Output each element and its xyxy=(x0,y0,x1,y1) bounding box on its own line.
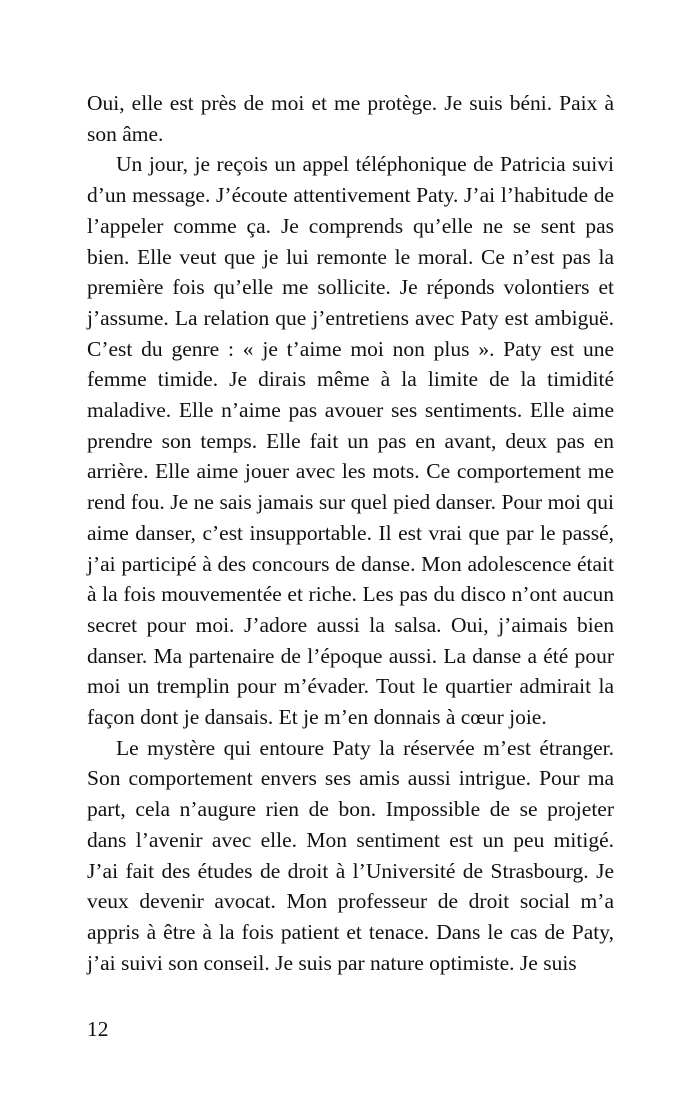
page-number: 12 xyxy=(87,1017,109,1041)
paragraph-continuation: Oui, elle est près de moi et me protège. Je suis béni. Paix à son âme. xyxy=(87,91,614,146)
body-text xyxy=(87,88,614,978)
paragraph-phone-call: Un jour, je reçois un appel téléphonique de Patricia suivi d’un message. J’écoute attentivement Paty. J’ai l’habitude de l’appeler comme ça. Je comprends qu’elle ne se sent pas bien. Elle veut que je lui remonte le moral. Ce n’est pas la première fois qu’elle me sollicite. Je réponds volontiers et j’assume. La relation que j’entretiens avec Paty est ambiguë. C’est du genre : « je t’aime moi non plus ». Paty est une femme timide. Je dirais même à la limite de la timidité maladive. Elle n’aime pas avouer ses sentiments. Elle aime prendre son temps. Elle fait un pas en avant, deux pas en arrière. Elle aime jouer avec les mots. Ce comportement me rend fou. Je ne sais jamais sur quel pied danser. Pour moi qui aime danser, c’est insupportable. Il est vrai que par le passé, j’ai participé à des concours de danse. Mon adolescence était à la fois mouvementée et riche. Les pas du disco n’ont aucun secret pour moi. J’adore aussi la salsa. Oui, j’aimais bien danser. Ma partenaire de l’époque aussi. La danse a été pour moi un tremplin pour m’évader. Tout le quartier admirait la façon dont je dansais. Et je m’en donnais à cœur joie. xyxy=(87,152,614,730)
paragraph-mystery: Le mystère qui entoure Paty la réservée m’est étranger. Son comportement envers ses amis aussi intrigue. Pour ma part, cela n’augure rien de bon. Impossible de se projeter dans l’avenir avec elle. Mon sentiment est un peu mitigé. J’ai fait des études de droit à l’Université de Strasbourg. Je veux devenir avocat. Mon professeur de droit social m’a appris à être à la fois patient et tenace. Dans le cas de Paty, j’ai suivi son conseil. Je suis par nature optimiste. Je suis xyxy=(87,735,614,975)
